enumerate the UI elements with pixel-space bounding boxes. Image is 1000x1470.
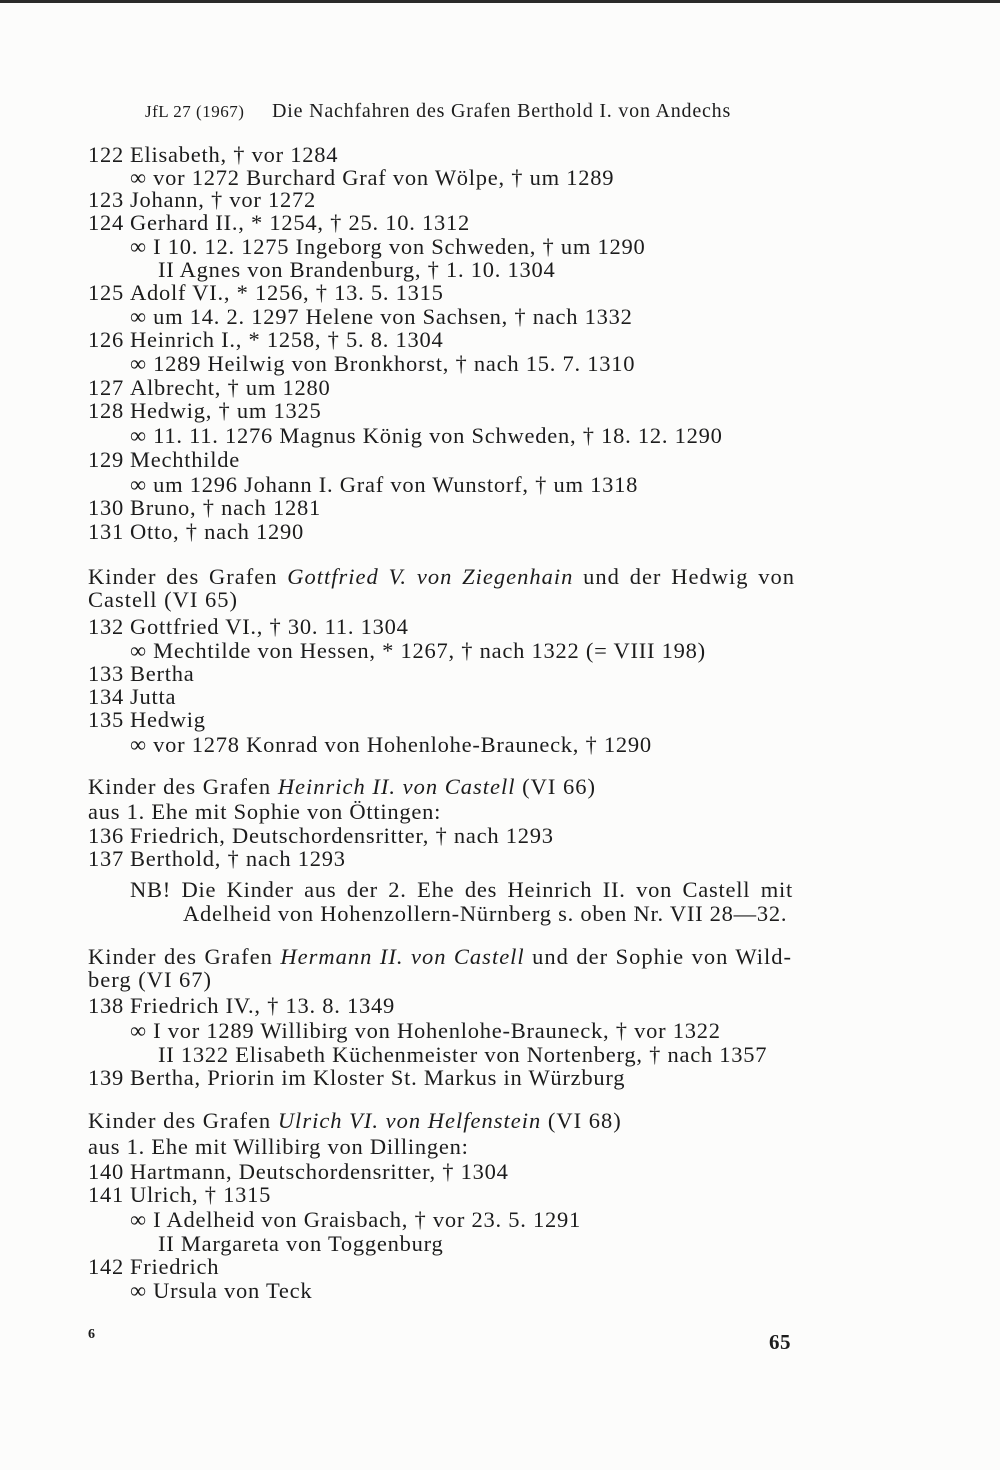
entry-number: 136: [88, 823, 124, 848]
marriage-line: ∞ I Adelheid von Graisbach, † vor 23. 5. 1291: [130, 1207, 581, 1232]
marriage-line: ∞ um 14. 2. 1297 Helene von Sachsen, † nach 1332: [130, 304, 633, 329]
second-marriage-line: II Agnes von Brandenburg, † 1. 10. 1304: [158, 257, 556, 282]
entry-line: [88, 328, 443, 352]
entry-text: Friedrich IV., † 13. 8. 1349: [130, 993, 395, 1018]
entry-number: 130: [88, 495, 124, 520]
entry-text: Albrecht, † um 1280: [130, 375, 331, 400]
entry-text: Hedwig, † um 1325: [130, 398, 322, 423]
entry-text: Gottfried VI., † 30. 11. 1304: [130, 614, 409, 639]
entry-line: [88, 376, 330, 400]
entry-text: Berthold, † nach 1293: [130, 846, 346, 871]
journal-reference: JfL 27 (1967): [145, 102, 245, 121]
page-number: 65: [769, 1330, 791, 1354]
entry-text: Mechthilde: [130, 447, 240, 472]
entry-number: 134: [88, 684, 124, 709]
entry-line: [88, 1160, 509, 1184]
entry-line: [88, 211, 470, 235]
entry-number: 140: [88, 1159, 124, 1184]
entry-number: 141: [88, 1182, 124, 1207]
entry-text: Ulrich, † 1315: [130, 1182, 272, 1207]
marriage-line: ∞ I 10. 12. 1275 Ingeborg von Schweden, † um 1290: [130, 234, 646, 259]
heading-text: Kinder des Grafen: [88, 564, 288, 589]
entry-text: Hartmann, Deutschordensritter, † 1304: [130, 1159, 509, 1184]
entry-number: 127: [88, 375, 124, 400]
entry-line: [88, 994, 395, 1018]
entry-text: Johann, † vor 1272: [130, 187, 316, 212]
entry-line: [88, 615, 409, 639]
heading-text: Kinder des Grafen: [88, 1108, 278, 1133]
entry-number: 139: [88, 1065, 124, 1090]
entry-text: Bruno, † nach 1281: [130, 495, 321, 520]
section-heading-continuation: Castell (VI 65): [88, 587, 238, 612]
heading-italic-name: Gottfried V. von Ziegenhain: [287, 564, 574, 589]
marriage-line: ∞ 1289 Heilwig von Bronkhorst, † nach 15. 7. 1310: [130, 351, 636, 376]
printer-signature-mark: 6: [88, 1327, 95, 1342]
marriage-line: ∞ vor 1278 Konrad von Hohenlohe-Brauneck, † 1290: [130, 732, 652, 757]
entry-number: 135: [88, 707, 124, 732]
entry-text: Adolf VI., * 1256, † 13. 5. 1315: [130, 280, 444, 305]
entry-number: 133: [88, 661, 124, 686]
entry-number: 122: [88, 142, 124, 167]
entry-number: 137: [88, 846, 124, 871]
heading-italic-name: Ulrich VI. von Helfenstein: [277, 1108, 542, 1133]
second-marriage-line: II Margareta von Toggenburg: [158, 1231, 444, 1256]
running-title: Die Nachfahren des Grafen Berthold I. von Andechs: [272, 100, 732, 122]
entry-number: 123: [88, 187, 124, 212]
section-heading: [88, 1109, 622, 1133]
entry-text: Friedrich, Deutschordensritter, † nach 1293: [130, 823, 554, 848]
section-heading: [88, 775, 596, 799]
marriage-line: ∞ 11. 11. 1276 Magnus König von Schweden, † 18. 12. 1290: [130, 423, 723, 448]
entry-line: [88, 496, 321, 520]
marriage-line: ∞ vor 1272 Burchard Graf von Wölpe, † um 1289: [130, 165, 615, 190]
note-line: NB! Die Kinder aus der 2. Ehe des Heinrich II. von Castell mit: [130, 877, 793, 902]
entry-line: [88, 281, 444, 305]
entry-line: [88, 399, 322, 423]
marriage-subheading: aus 1. Ehe mit Sophie von Öttingen:: [88, 799, 442, 824]
entry-number: 125: [88, 280, 124, 305]
heading-text: und der Sophie von Wild-: [524, 944, 793, 969]
entry-number: 138: [88, 993, 124, 1018]
note-line: Adelheid von Hohenzollern-Nürnberg s. oben Nr. VII 28—32.: [183, 901, 788, 926]
entry-line: [88, 520, 304, 544]
entry-number: 128: [88, 398, 124, 423]
heading-text: und der Hedwig von: [573, 564, 795, 589]
entry-line: [88, 685, 176, 709]
marriage-line: ∞ Mechtilde von Hessen, * 1267, † nach 1322 (= VIII 198): [130, 638, 706, 663]
marriage-subheading: aus 1. Ehe mit Willibirg von Dillingen:: [88, 1134, 469, 1159]
marriage-line: ∞ I vor 1289 Willibirg von Hohenlohe-Brauneck, † vor 1322: [130, 1018, 721, 1043]
entry-line: [88, 1066, 625, 1090]
entry-number: 124: [88, 210, 124, 235]
entry-text: Bertha, Priorin im Kloster St. Markus in Würzburg: [130, 1065, 626, 1090]
marriage-line: ∞ um 1296 Johann I. Graf von Wunstorf, † um 1318: [130, 472, 639, 497]
heading-italic-name: Heinrich II. von Castell: [277, 774, 516, 799]
entry-text: Heinrich I., * 1258, † 5. 8. 1304: [130, 327, 444, 352]
entry-line: [88, 708, 206, 732]
entry-line: [88, 1183, 271, 1207]
entry-number: 131: [88, 519, 124, 544]
entry-line: [88, 143, 338, 167]
entry-line: [88, 824, 554, 848]
section-heading-continuation: berg (VI 67): [88, 967, 213, 992]
heading-italic-name: Hermann II. von Castell: [280, 944, 525, 969]
second-marriage-line: II 1322 Elisabeth Küchenmeister von Nortenberg, † nach 1357: [158, 1042, 768, 1067]
marriage-line: ∞ Ursula von Teck: [130, 1278, 313, 1303]
entry-line: [88, 847, 346, 871]
entry-text: Gerhard II., * 1254, † 25. 10. 1312: [130, 210, 470, 235]
heading-text: (VI 68): [541, 1108, 622, 1133]
entry-text: Hedwig: [130, 707, 206, 732]
top-border-rule: [0, 0, 1000, 3]
entry-line: [88, 448, 240, 472]
heading-text: Kinder des Grafen: [88, 944, 281, 969]
entry-number: 129: [88, 447, 124, 472]
entry-line: [88, 188, 316, 212]
entry-number: 142: [88, 1254, 124, 1279]
entry-text: Bertha: [130, 661, 195, 686]
entry-number: 126: [88, 327, 124, 352]
entry-text: Jutta: [130, 684, 177, 709]
entry-text: Otto, † nach 1290: [130, 519, 304, 544]
entry-text: Friedrich: [130, 1254, 220, 1279]
section-heading: [88, 945, 792, 969]
entry-line: [88, 1255, 219, 1279]
section-heading: [88, 565, 795, 589]
entry-text: Elisabeth, † vor 1284: [130, 142, 339, 167]
heading-text: (VI 66): [515, 774, 597, 799]
entry-line: [88, 662, 194, 686]
heading-text: Kinder des Grafen: [88, 774, 278, 799]
entry-number: 132: [88, 614, 124, 639]
